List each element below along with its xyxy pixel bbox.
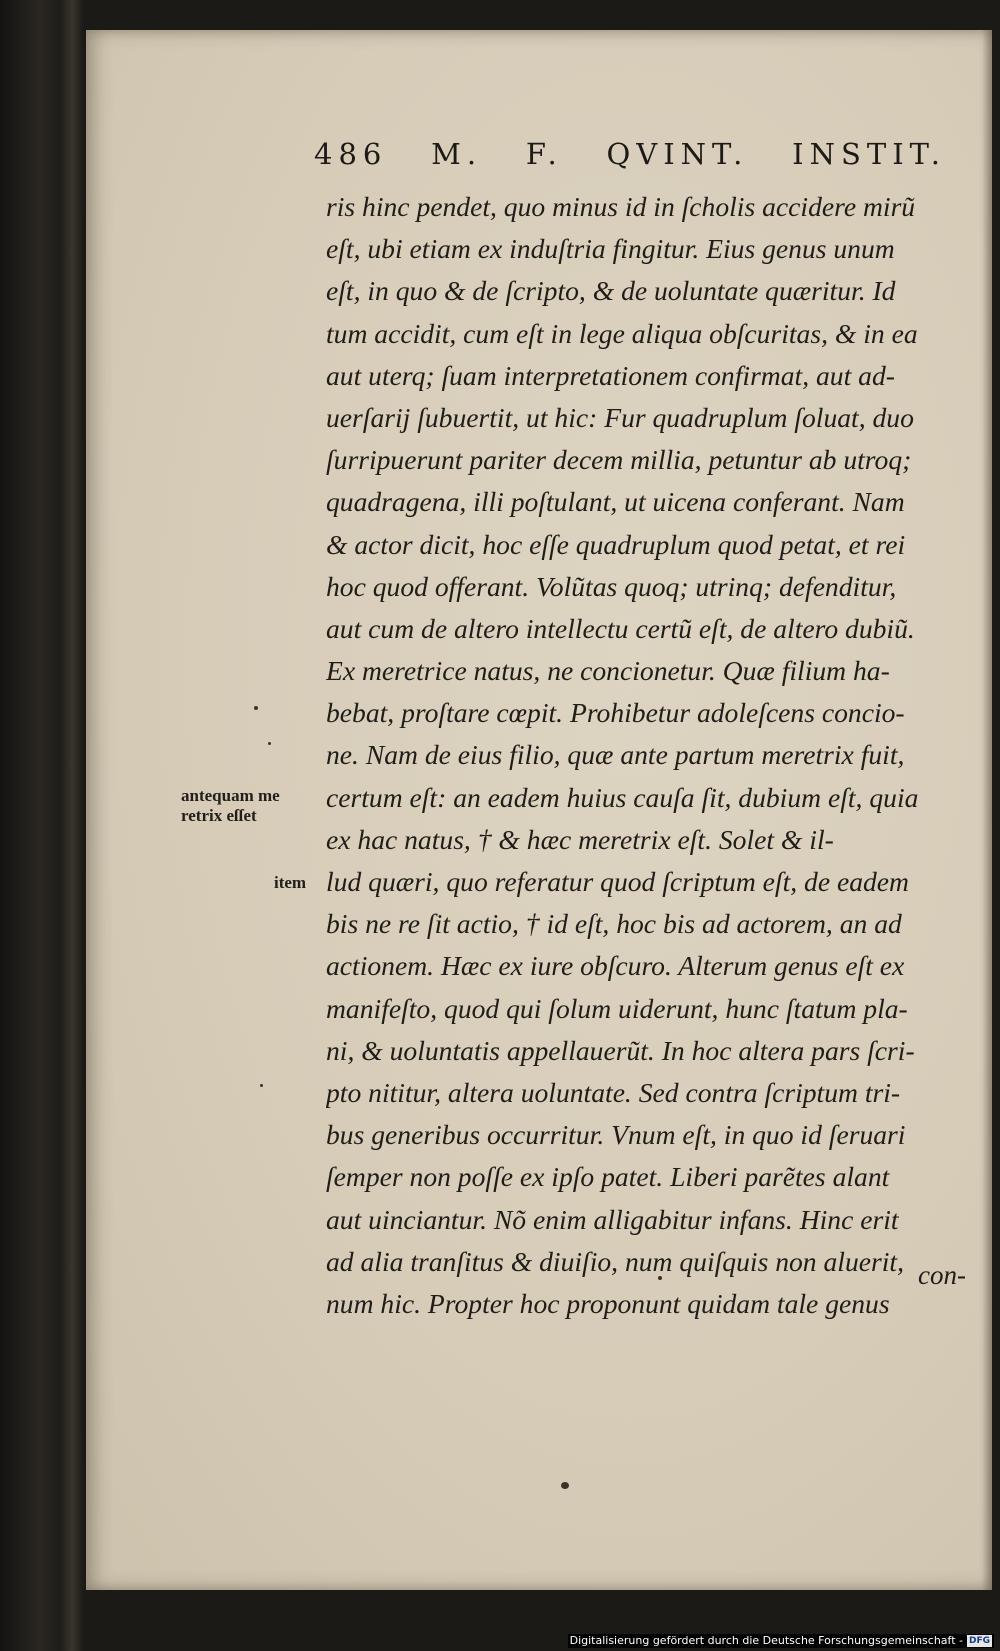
margin-note-item: item xyxy=(274,873,307,892)
margin-note-line: retrix eſſet xyxy=(181,806,257,825)
text-line: quadragena, illi poſtulant, ut uicena conferant. Nam xyxy=(326,486,905,518)
running-header xyxy=(314,137,946,171)
text-line: aut uinciantur. Nõ enim alligabitur infans. Hinc erit xyxy=(326,1203,899,1235)
margin-note-line: antequam me xyxy=(181,786,280,805)
text-line: hoc quod offerant. Volũtas quoq; utrinq; defenditur, xyxy=(326,570,897,602)
text-line: actionem. Hæc ex iure obſcuro. Alterum genus eſt ex xyxy=(326,950,905,982)
text-line: ex hac natus, † & hæc meretrix eſt. Solet & il- xyxy=(326,823,834,855)
text-line: aut uterq; ſuam interpretationem confirmat, aut ad- xyxy=(326,359,895,391)
text-line: manifeſto, quod qui ſolum uiderunt, hunc ſtatum pla- xyxy=(326,992,908,1024)
text-line: certum eſt: an eadem huius cauſa ſit, dubium eſt, quia xyxy=(326,781,919,813)
footer-text: Digitalisierung gefördert durch die Deutsche Forschungsgemeinschaft - xyxy=(569,1634,963,1647)
digitization-footer xyxy=(568,1634,994,1648)
text-line: tum accidit, cum eſt in lege aliqua obſcuritas, & in ea xyxy=(326,317,918,349)
margin-note-antequam xyxy=(181,786,280,826)
text-line: uerſarij ſubuertit, ut hic: Fur quadruplum ſoluat, duo xyxy=(326,401,914,433)
running-title-word: F. xyxy=(525,137,563,171)
page-number: 486 xyxy=(314,137,388,171)
text-line: num hic. Propter hoc proponunt quidam tale genus xyxy=(326,1287,890,1319)
running-title-word: QVINT. xyxy=(606,137,749,171)
text-line: & actor dicit, hoc eſſe quadruplum quod petat, et rei xyxy=(326,528,906,560)
ink-speck xyxy=(561,1482,569,1489)
catchword: con- xyxy=(918,1260,966,1290)
body-text xyxy=(326,186,982,1325)
text-line: lud quæri, quo referatur quod ſcriptum eſt, de eadem xyxy=(326,866,909,897)
text-line: ne. Nam de eius filio, quæ ante partum meretrix fuit, xyxy=(326,739,905,771)
text-line: bis ne re ſit actio, † id eſt, hoc bis ad actorem, an ad xyxy=(326,908,902,940)
text-line: pto nititur, altera uoluntate. Sed contra ſcriptum tri- xyxy=(326,1076,901,1108)
text-line: eſt, ubi etiam ex induſtria fingitur. Eius genus unum xyxy=(326,233,895,265)
text-line: ad alia tranſitus & diuiſio, num quiſquis non aluerit, xyxy=(326,1245,904,1277)
dfg-logo: DFG xyxy=(968,1636,990,1646)
text-line: aut cum de altero intellectu certũ eſt, de altero dubiũ. xyxy=(326,612,915,644)
running-title-word: INSTIT. xyxy=(792,137,946,171)
text-line: ſurripuerunt pariter decem millia, petuntur ab utroq; xyxy=(326,444,912,476)
text-line: bus generibus occurritur. Vnum eſt, in quo id ſeruari xyxy=(326,1119,906,1151)
ink-speck xyxy=(268,742,271,745)
text-line: Ex meretrice natus, ne concionetur. Quæ filium ha- xyxy=(326,655,890,687)
ink-speck xyxy=(254,706,258,710)
text-line: bebat, proſtare cœpit. Prohibetur adoleſcens concio- xyxy=(326,697,905,729)
text-line: ris hinc pendet, quo minus id in ſcholis accidere mirũ xyxy=(326,191,916,222)
running-title-word: M. xyxy=(431,137,483,171)
ink-speck xyxy=(260,1084,263,1087)
text-line: ni, & uoluntatis appellauerũt. In hoc altera pars ſcri- xyxy=(326,1034,915,1066)
text-line: ſemper non poſſe ex ipſo patet. Liberi parẽtes alant xyxy=(326,1161,890,1193)
text-line: eſt, in quo & de ſcripto, & de uoluntate quæritur. Id xyxy=(326,275,896,307)
